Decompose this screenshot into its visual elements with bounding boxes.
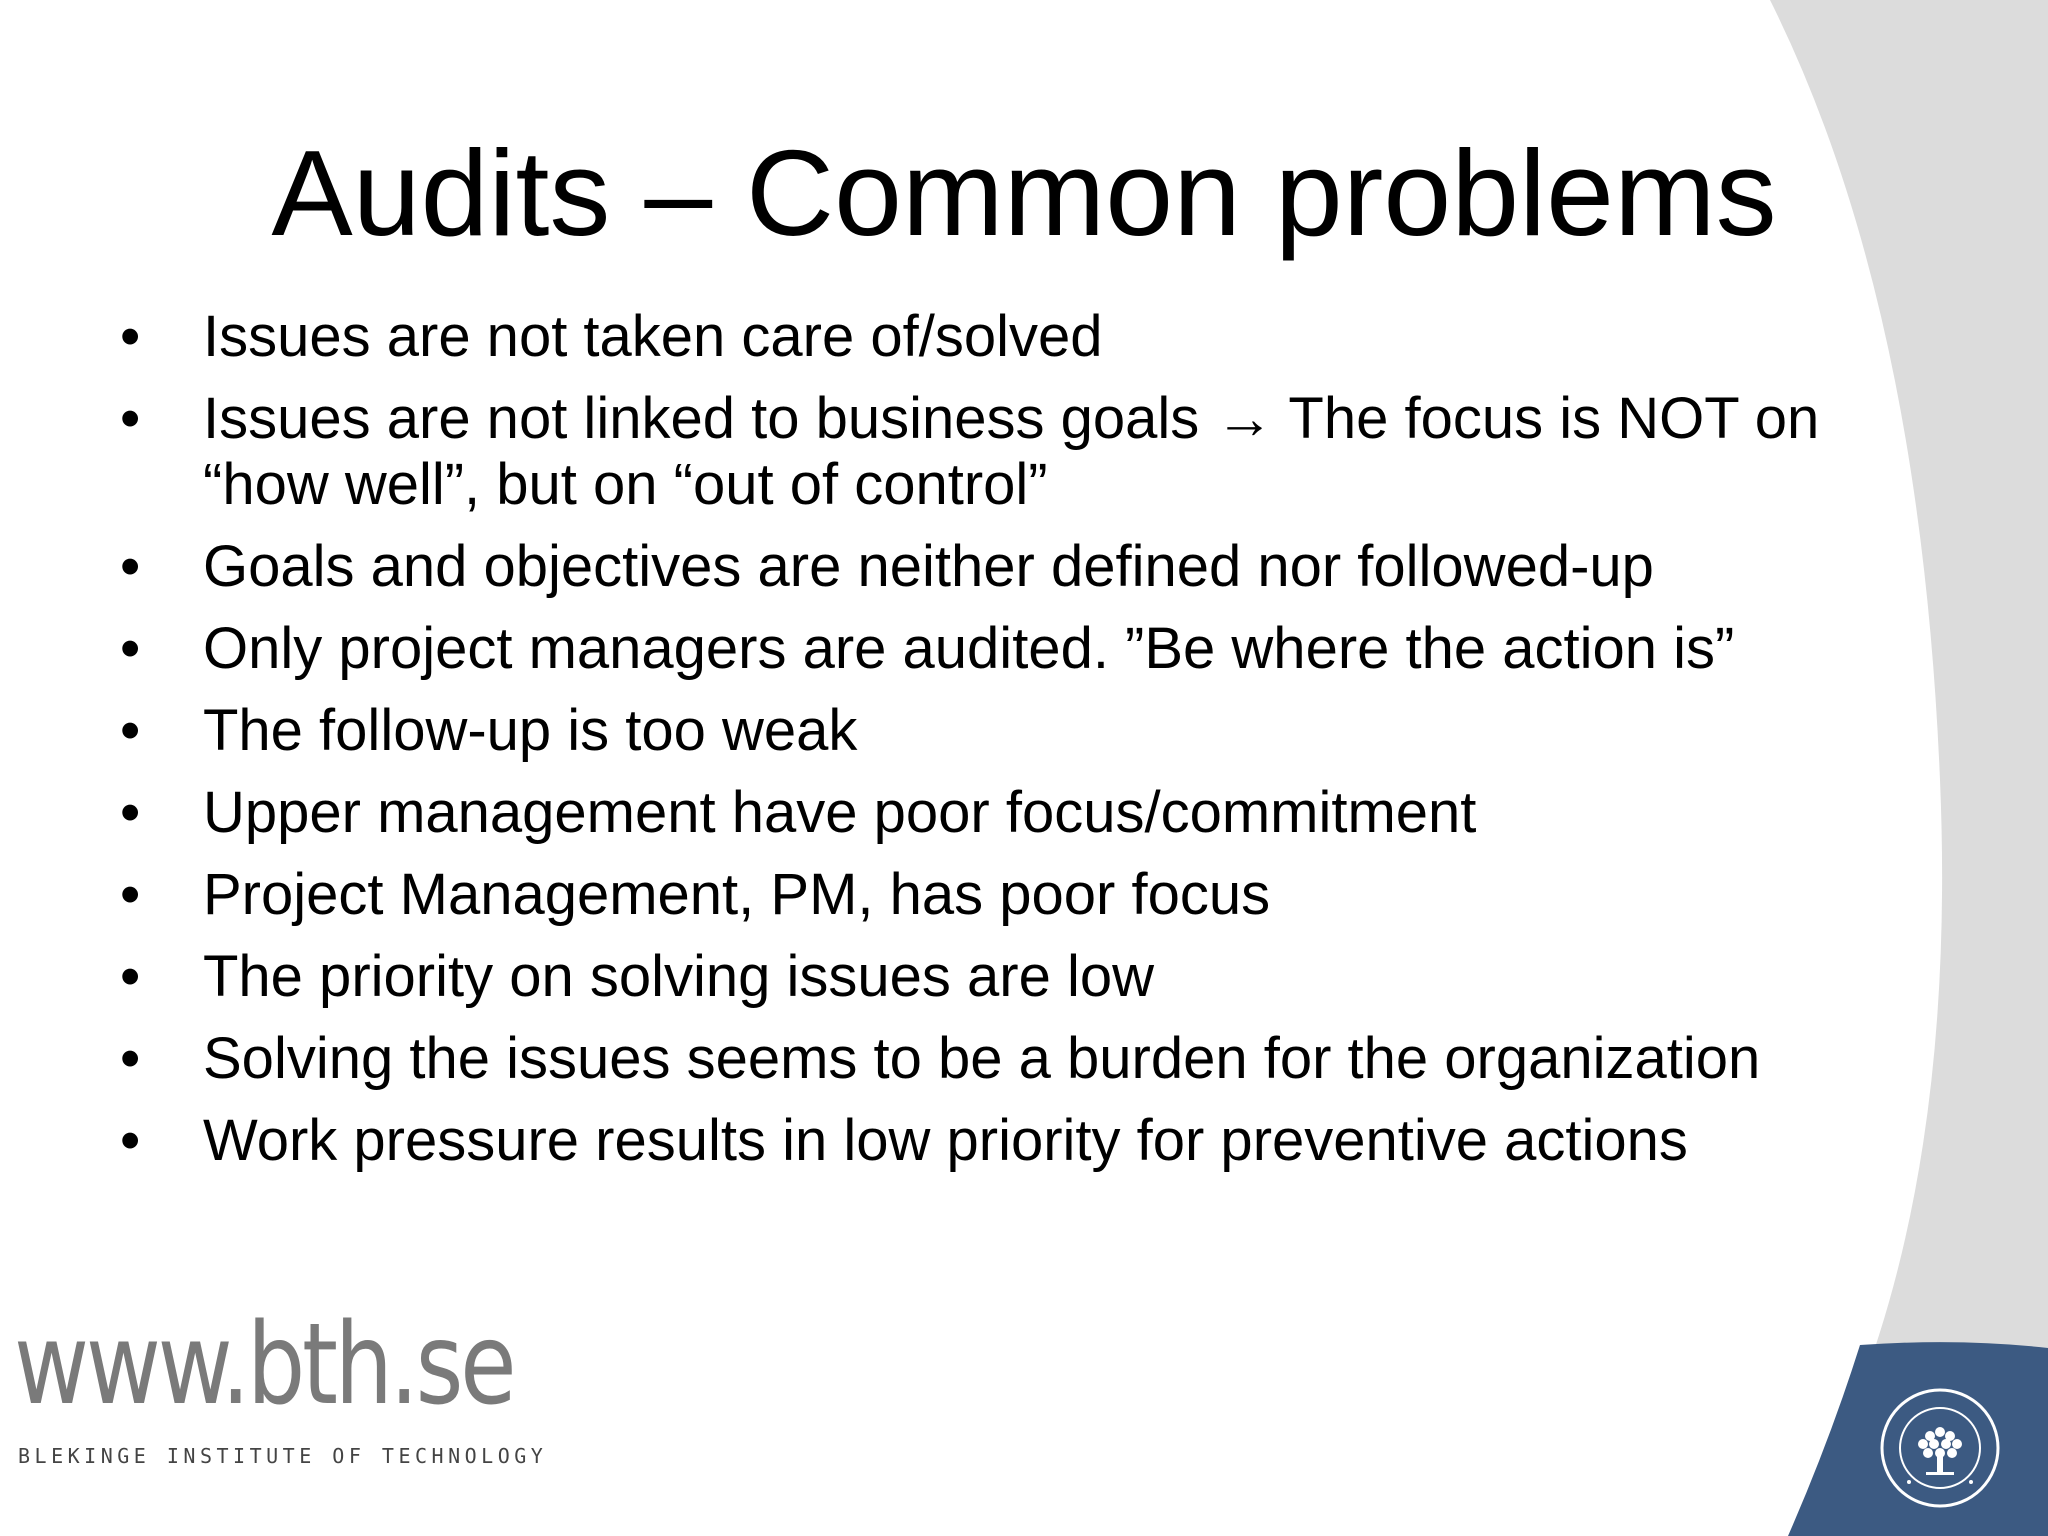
bullet-item <box>120 534 1970 600</box>
tree-base <box>1926 1472 1954 1475</box>
bullet-item <box>120 1026 1970 1092</box>
bullet-text: The follow-up is too weak <box>203 698 858 763</box>
bullet-text: Work pressure results in low priority for preventive actions <box>203 1108 1688 1173</box>
tree-crown <box>1918 1427 1962 1458</box>
bullet-symbol: • <box>120 304 141 369</box>
bullet-symbol: • <box>120 698 141 763</box>
bullet-item <box>120 780 1970 846</box>
bullet-symbol: • <box>120 534 141 599</box>
bullet-text: Goals and objectives are neither defined nor followed-up <box>203 534 1654 599</box>
bullet-text: Issues are not linked to business goals → The focus is NOT on “how well”, but on “out of control” <box>203 386 1820 517</box>
bullet-symbol: • <box>120 616 141 681</box>
bullet-item <box>120 304 1970 370</box>
slide-title: Audits – Common problems <box>271 125 1777 261</box>
bullet-item <box>120 862 1970 928</box>
bullet-symbol: • <box>120 780 141 845</box>
tree-trunk <box>1937 1456 1943 1474</box>
bullet-text: Only project managers are audited. ”Be where the action is” <box>203 616 1735 681</box>
tree-seal-icon <box>1878 1386 2002 1510</box>
bullet-symbol: • <box>120 862 141 927</box>
bullet-text: Solving the issues seems to be a burden for the organization <box>203 1026 1761 1091</box>
bullet-symbol: • <box>120 1026 141 1091</box>
bullet-item <box>120 1108 1970 1174</box>
bullet-item <box>120 386 1970 518</box>
bullet-text: Issues are not taken care of/solved <box>203 304 1103 369</box>
bullet-text: Upper management have poor focus/commitment <box>203 780 1477 845</box>
bullet-symbol: • <box>120 386 141 451</box>
bullet-item <box>120 944 1970 1010</box>
website-logo: www.bth.se <box>14 1300 514 1430</box>
bullet-item <box>120 616 1970 682</box>
bullet-symbol: • <box>120 944 141 1009</box>
bullet-symbol: • <box>120 1108 141 1173</box>
bullet-list <box>120 304 1970 1190</box>
bullet-text: Project Management, PM, has poor focus <box>203 862 1271 927</box>
bullet-text: The priority on solving issues are low <box>203 944 1154 1009</box>
bullet-item <box>120 698 1970 764</box>
institute-name: BLEKINGE INSTITUTE OF TECHNOLOGY <box>18 1444 548 1468</box>
